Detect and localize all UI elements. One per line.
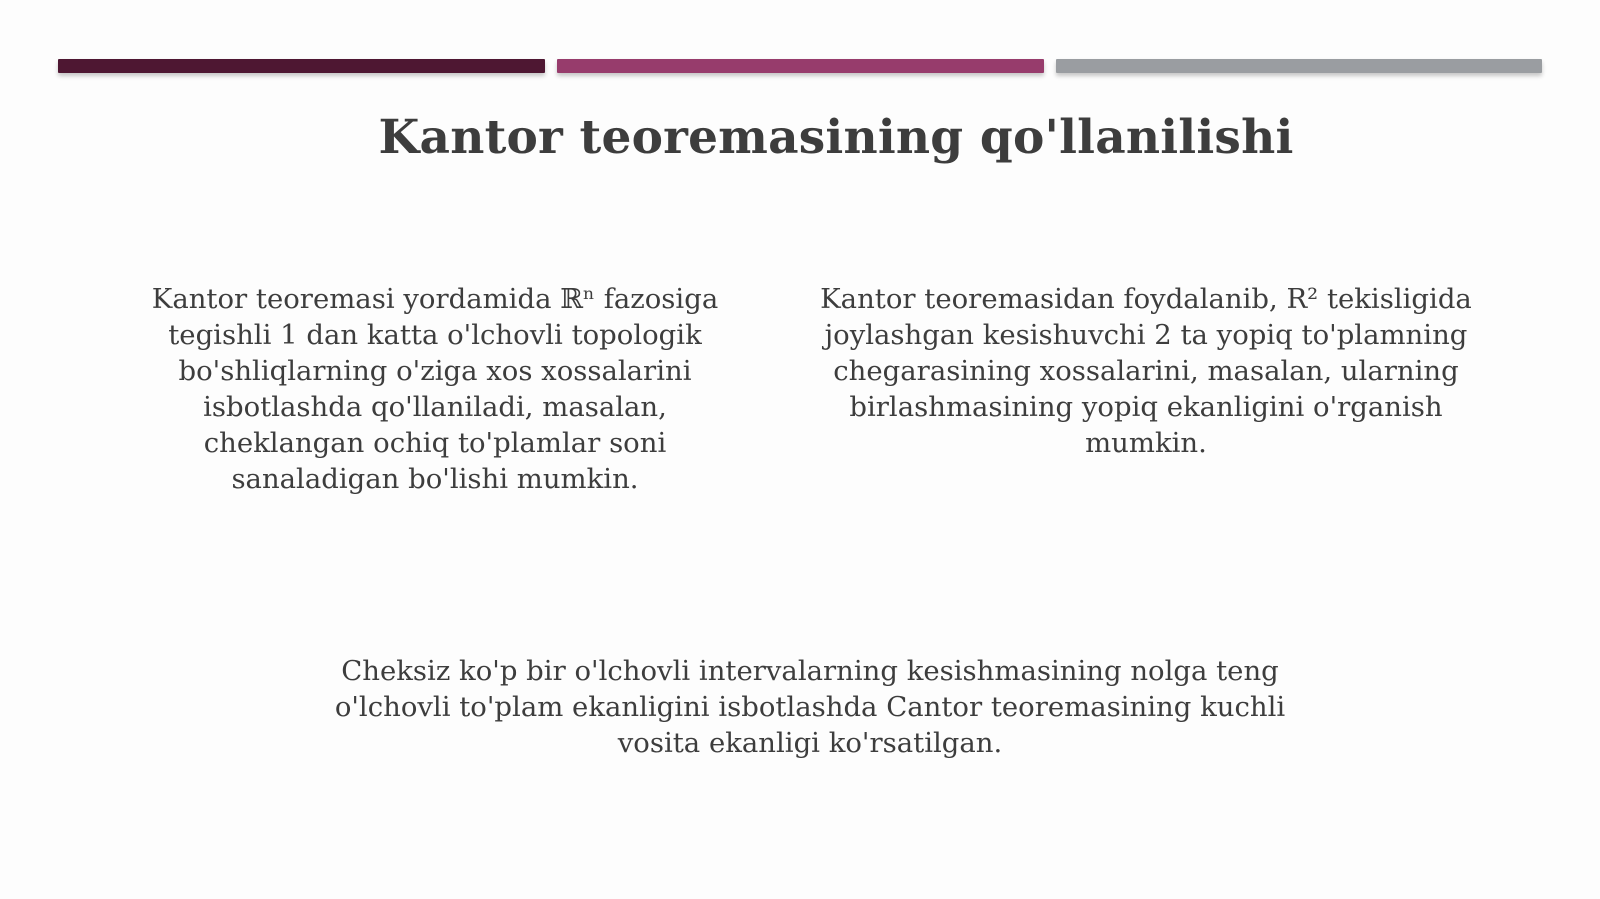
slide-title: Kantor teoremasining qo'llanilishi: [378, 110, 1294, 165]
right-text-block: Kantor teoremasidan foydalanib, R² tekisligida joylashgan kesishuvchi 2 ta yopiq to'plamning chegarasining xossalarini, masalan, ularning birlashmasining yopiq ekanligini o'rganish mumkin.: [820, 283, 1472, 459]
accent-bar-gray: [1056, 59, 1542, 73]
left-text-block: Kantor teoremasi yordamida ℝⁿ fazosiga tegishli 1 dan katta o'lchovli topologik bo'shliqlarning o'ziga xos xossalarini isbotlashda qo'llaniladi, masalan, cheklangan ochiq to'plamlar soni sanaladigan bo'lishi mumkin.: [151, 283, 719, 495]
accent-bar-magenta: [557, 59, 1044, 73]
bottom-text-block: Cheksiz ko'p bir o'lchovli intervalarning kesishmasining nolga teng o'lchovli to'plam ekanligini isbotlashda Cantor teoremasining kuchli vosita ekanligi ko'rsatilgan.: [334, 655, 1286, 759]
accent-bar-dark: [58, 59, 545, 73]
